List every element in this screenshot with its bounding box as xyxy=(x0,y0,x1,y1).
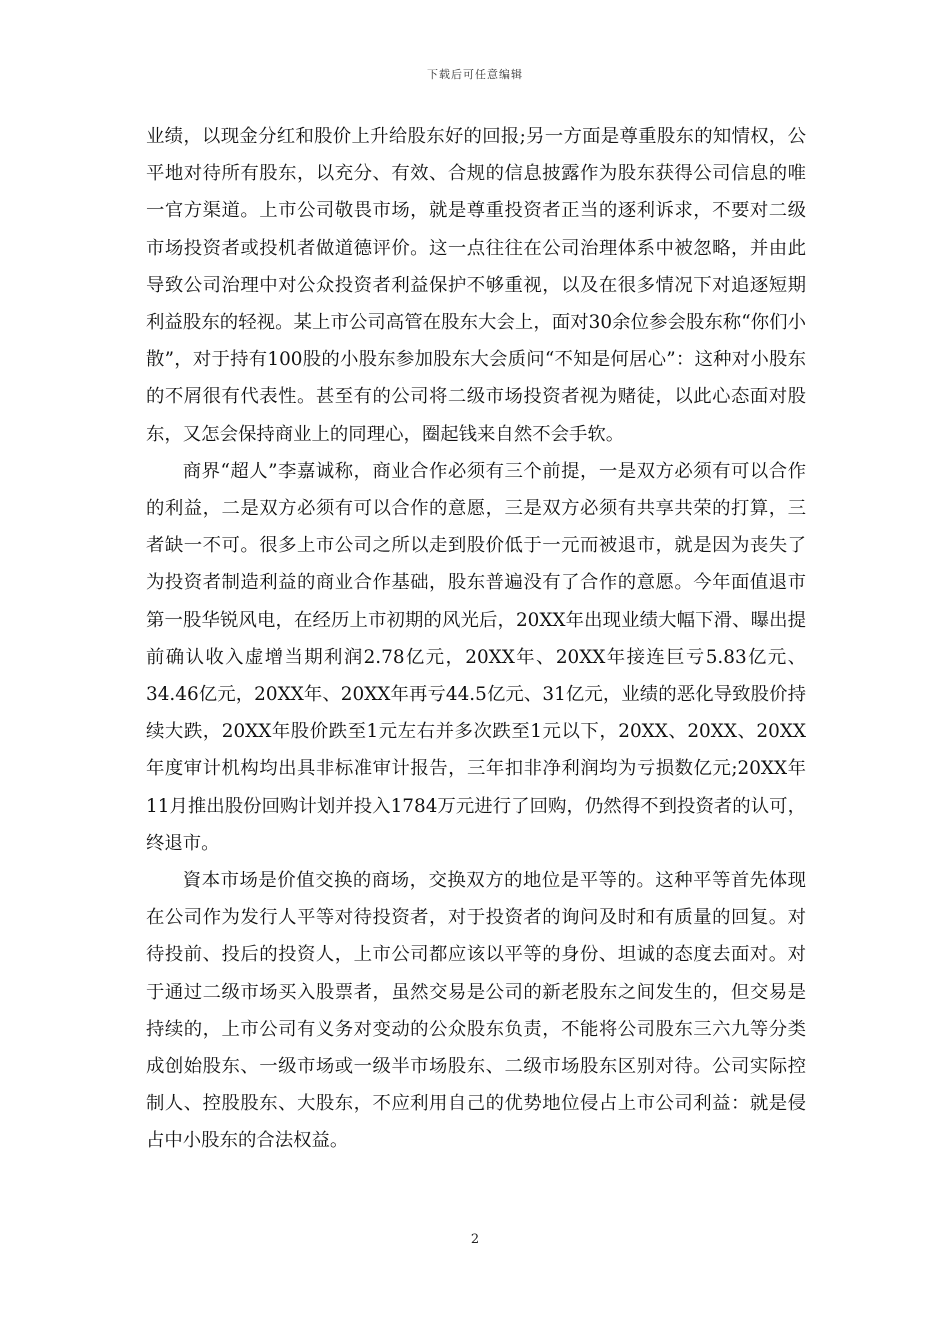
paragraph-3: 資本市场是价值交换的商场，交换双方的地位是平等的。这种平等首先体现在公司作为发行人平等对待投资者，对于投资者的询问及时和有质量的回复。对待投前、投后的投资人，上市公司都应该以平等的身份、坦诚的态度去面对。对于通过二级市场买入股票者，虽然交易是公司的新老股东之间发生的，但交易是持续的，上市公司有义务对变动的公众股东负责，不能将公司股东三六九等分类成创始股东、一级市场或一级半市场股东、二级市场股东区别对待。公司实际控制人、控股股东、大股东，不应利用自己的优势地位侵占上市公司利益：就是侵占中小股东的合法权益。 xyxy=(146,870,806,1152)
document-body xyxy=(146,118,806,1160)
page-header: 下载后可任意编辑 xyxy=(427,68,523,81)
paragraph-1: 业绩，以现金分红和股价上升给股东好的回报;另一方面是尊重股东的知情权，公平地对待所有股东，以充分、有效、合规的信息披露作为股东获得公司信息的唯一官方渠道。上市公司敬畏市场，就是尊重投资者正当的逐利诉求，不要对二级市场投资者或投机者做道德评价。这一点往往在公司治理体系中被忽略，并由此导致公司治理中对公众投资者利益保护不够重视，以及在很多情况下对追逐短期利益股东的轻视。某上市公司高管在股东大会上，面对30余位参会股东称“你们小散”，对于持有100股的小股东参加股东大会质问“不知是何居心”：这种对小股东的不屑很有代表性。甚至有的公司将二级市场投资者视为赌徒，以此心态面对股东，又怎会保持商业上的同理心，圈起钱来自然不会手软。 xyxy=(146,126,806,445)
page-number: 2 xyxy=(470,1232,480,1247)
paragraph-2: 商界“超人”李嘉诚称，商业合作必须有三个前提，一是双方必须有可以合作的利益，二是双方必须有可以合作的意愿，三是双方必须有共享共荣的打算，三者缺一不可。很多上市公司之所以走到股价低于一元而被退市，就是因为丧失了为投资者制造利益的商业合作基础，股东普遍没有了合作的意愿。今年面值退市第一股华锐风电，在经历上市初期的风光后，20XX年出现业绩大幅下滑、曝出提前确认收入虚增当期利润2.78亿元，20XX年、20XX年接连巨亏5.83亿元、34.46亿元，20XX年、20XX年再亏44.5亿元、31亿元，业绩的恶化导致股价持续大跌，20XX年股价跌至1元左右并多次跌至1元以下，20XX、20XX、20XX年度审计机构均出具非标准审计报告，三年扣非净利润均为亏损数亿元;20XX年11月推出股份回购计划并投入1784万元进行了回购，仍然得不到投资者的认可，终退市。 xyxy=(146,460,806,854)
